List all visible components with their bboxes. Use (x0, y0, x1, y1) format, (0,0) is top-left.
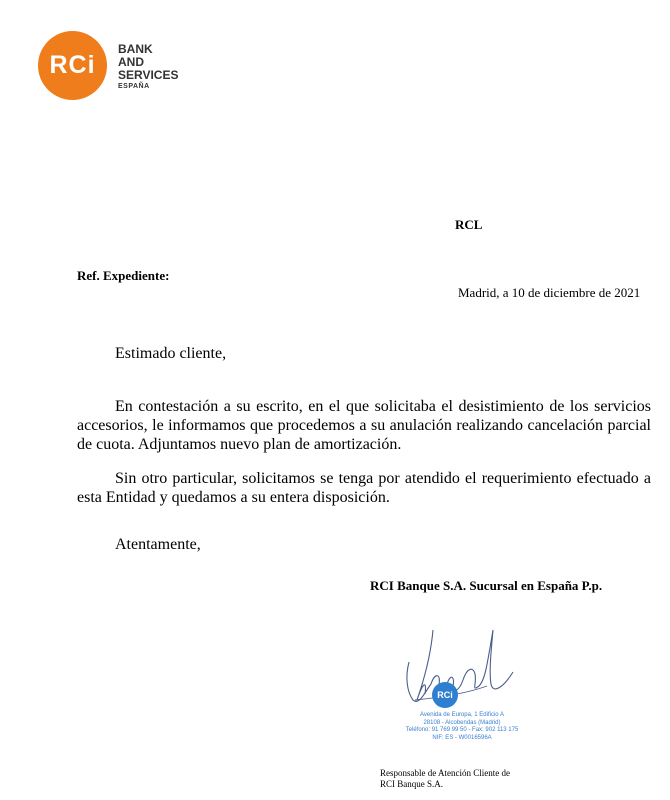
closing: Atentamente, (115, 536, 201, 553)
greeting: Estimado cliente, (115, 345, 227, 362)
company-signature-name: RCI Banque S.A. Sucursal en España P.p. (370, 578, 603, 593)
stamp-address-line: Avenida de Europa, 1 Edificio A (420, 712, 504, 718)
paragraph-1: En contestación a su escrito, en el que solicitaba el desistimiento de los servicios accesorios, le informamos que procedemos a su anulación realizando cancelación parcial de cuota. Adjuntamos nuevo plan de amortización. (77, 398, 651, 453)
logo-line-and: AND (118, 55, 144, 69)
stamp-city-line: 28108 - Alcobendas (Madrid) (423, 719, 501, 726)
stamp-logo-mark: RCi (432, 682, 458, 708)
stamp-phone-line: Teléfono: 91 769 99 50 - Fax: 902 113 175 (405, 727, 519, 733)
signatory-role-line-2: RCI Banque S.A. (380, 779, 443, 789)
logo-line-services: SERVICES (118, 68, 179, 82)
logo-line-espana: ESPAÑA (118, 83, 150, 90)
ref-expediente-label: Ref. Expediente: (77, 268, 170, 283)
date-line: Madrid, a 10 de diciembre de 2021 (458, 285, 641, 300)
letter-code: RCL (455, 217, 483, 232)
signatory-role-line-1: Responsable de Atención Cliente de (380, 768, 510, 778)
rci-logo-mark: RCi (38, 31, 107, 100)
handwritten-signature (395, 622, 535, 717)
signatory-role (380, 768, 510, 790)
logo-line-bank: BANK (118, 42, 153, 56)
company-stamp (392, 712, 532, 742)
rci-logo-wordmark (118, 43, 178, 91)
paragraph-2: Sin otro particular, solicitamos se tenga por atendido el requerimiento efectuado a esta Entidad y quedamos a su entera disposición. (77, 470, 651, 506)
stamp-nif-line: NIF: ES - W0016596A (432, 734, 492, 741)
